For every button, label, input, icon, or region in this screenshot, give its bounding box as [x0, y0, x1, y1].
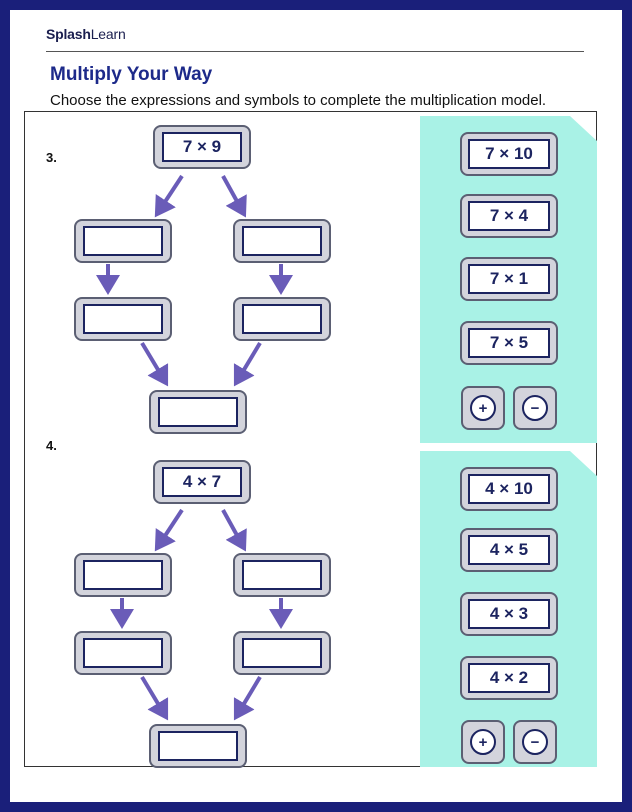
option-4-3[interactable]: 4 × 3	[460, 592, 558, 636]
option-4-4[interactable]: 4 × 2	[460, 656, 558, 700]
option-4-1[interactable]: 4 × 10	[460, 467, 558, 511]
flow-arrows	[10, 10, 622, 802]
option-3-3[interactable]: 7 × 1	[460, 257, 558, 301]
arrow-3-split-left	[157, 176, 182, 214]
arrow-3-split-right	[223, 176, 244, 214]
minus-icon: −	[522, 729, 548, 755]
expression-text-4: 4 × 7	[162, 467, 242, 497]
arrow-3-join-left	[142, 343, 166, 383]
worksheet	[10, 10, 622, 802]
arrow-4-join-right	[236, 677, 260, 717]
option-4-2[interactable]: 4 × 5	[460, 528, 558, 572]
option-3-1[interactable]: 7 × 10	[460, 132, 558, 176]
arrow-4-join-left	[142, 677, 166, 717]
expression-text-3: 7 × 9	[162, 132, 242, 162]
minus-icon: −	[522, 395, 548, 421]
problem-number-4: 4.	[46, 438, 57, 453]
option-3-4[interactable]: 7 × 5	[460, 321, 558, 365]
instructions: Choose the expressions and symbols to complete the multiplication model.	[50, 92, 547, 109]
plus-icon: +	[470, 729, 496, 755]
arrow-4-split-left	[157, 510, 182, 548]
option-3-2[interactable]: 7 × 4	[460, 194, 558, 238]
arrow-3-join-right	[236, 343, 260, 383]
plus-icon: +	[470, 395, 496, 421]
arrow-4-split-right	[223, 510, 244, 548]
brand-logo: SplashLearn	[46, 26, 126, 42]
page-title: Multiply Your Way	[50, 64, 213, 85]
problem-number-3: 3.	[46, 150, 57, 165]
